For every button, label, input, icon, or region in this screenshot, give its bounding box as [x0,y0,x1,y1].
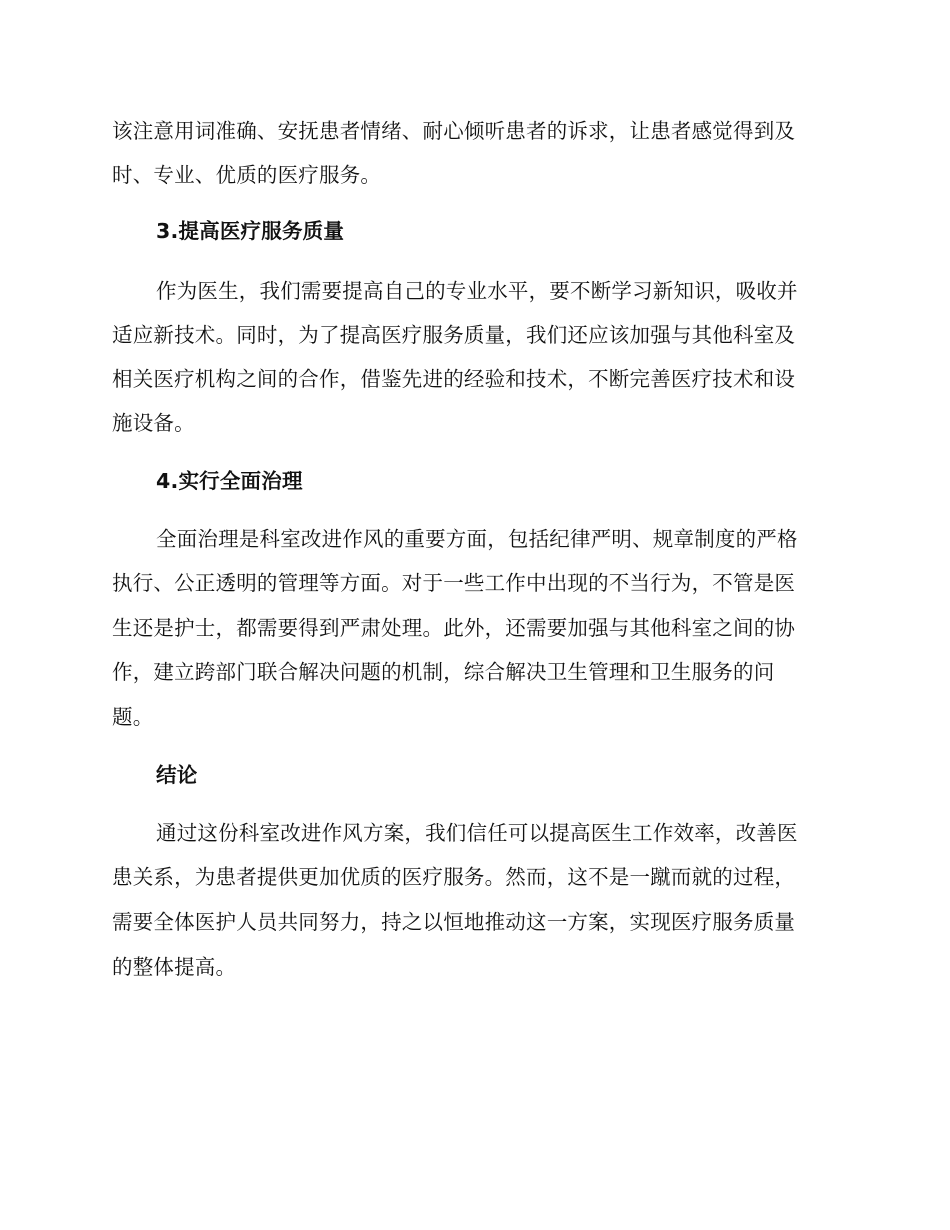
paragraph-line: 相关医疗机构之间的合作，借鉴先进的经验和技术，不断完善医疗技术和设 [112,367,796,391]
section-heading-3: 3.提高医疗服务质量 [156,219,345,243]
paragraph-line: 该注意用词准确、安抚患者情绪、耐心倾听患者的诉求，让患者感觉得到及 [112,119,796,143]
paragraph-line: 患关系，为患者提供更加优质的医疗服务。然而，这不是一蹴而就的过程， [112,865,796,889]
paragraph-line: 通过这份科室改进作风方案，我们信任可以提高医生工作效率，改善医 [156,821,798,845]
paragraph-line: 作，建立跨部门联合解决问题的机制，综合解决卫生管理和卫生服务的问 [112,660,775,684]
paragraph-line: 执行、公正透明的管理等方面。对于一些工作中出现的不当行为，不管是医 [112,571,796,595]
paragraph-line: 作为医生，我们需要提高自己的专业水平，要不断学习新知识，吸收并 [156,279,798,303]
paragraph-line: 时、专业、优质的医疗服务。 [112,163,382,187]
section-heading-conclusion: 结论 [156,763,198,787]
paragraph-line: 生还是护士，都需要得到严肃处理。此外，还需要加强与其他科室之间的协 [112,616,796,640]
paragraph-line: 题。 [112,705,154,729]
paragraph-line: 施设备。 [112,411,195,435]
paragraph-line: 全面治理是科室改进作风的重要方面，包括纪律严明、规章制度的严格 [156,527,798,551]
paragraph-line: 的整体提高。 [112,955,237,979]
paragraph-line: 适应新技术。同时，为了提高医疗服务质量，我们还应该加强与其他科室及 [112,323,796,347]
paragraph-line: 需要全体医护人员共同努力，持之以恒地推动这一方案，实现医疗服务质量 [112,910,796,934]
section-heading-4: 4.实行全面治理 [156,469,303,493]
